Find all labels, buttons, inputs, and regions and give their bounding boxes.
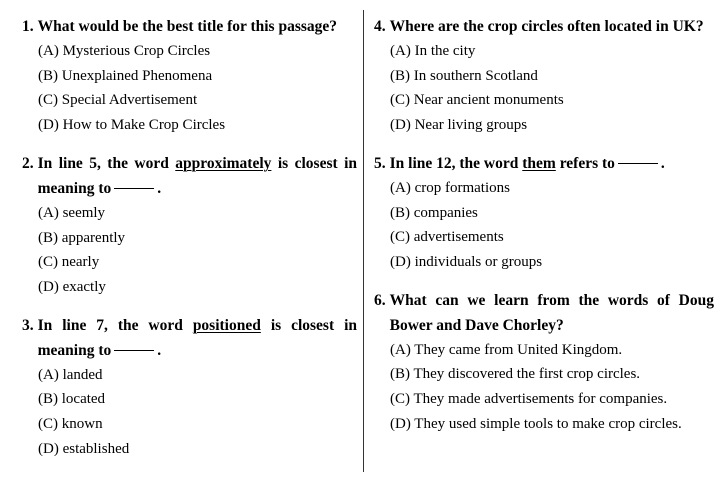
answer-option-b[interactable]: (B) companies [390,204,478,221]
question-number: 1. [22,18,34,35]
answer-option-d[interactable]: (D) Near living groups [390,117,528,134]
answer-option-a[interactable]: (A) crop formations [390,179,510,196]
question-stem [22,14,357,39]
stem-lead: In line 7, the word [37,316,193,334]
answer-option-d[interactable]: (D) established [38,440,130,457]
stem-tail: is closest in meaning to [37,316,357,359]
stem-lead: In line 12, the word [389,154,523,172]
question-stem [22,151,357,201]
question-5 [374,151,714,275]
question-number: 4. [374,18,386,35]
answer-blank [114,188,154,189]
question-3 [22,313,357,462]
answer-option-a[interactable]: (A) They came from United Kingdom. [390,341,623,358]
answer-option-c[interactable]: (C) known [38,416,103,433]
left-column [22,14,357,461]
answer-option-d[interactable]: (D) exactly [38,278,106,295]
answer-option-b[interactable]: (B) located [38,391,106,408]
answer-options [22,39,357,138]
question-text: Where are the crop circles often located in UK? [389,18,704,35]
answer-option-c[interactable]: (C) Special Advertisement [38,92,198,109]
stem-tail: is closest in meaning to [37,154,357,197]
question-text [38,313,357,363]
question-text [38,151,357,201]
stem-period: . [157,341,162,359]
answer-option-d[interactable]: (D) They used simple tools to make crop circles. [390,415,682,432]
question-4 [374,14,714,138]
answer-option-a[interactable]: (A) landed [38,366,103,383]
question-text: What can we learn from the words of Doug Bower and Dave Chorley? [389,291,714,334]
answer-option-c[interactable]: (C) Near ancient monuments [390,92,564,109]
question-text: What would be the best title for this passage? [37,18,338,35]
answer-option-d[interactable]: (D) individuals or groups [390,253,543,270]
stem-period: . [660,154,665,172]
answer-options [374,176,714,275]
answer-option-c[interactable]: (C) They made advertisements for companies. [390,391,668,408]
question-number: 2. [22,154,34,172]
keyword-approximately: approximately [175,154,272,172]
answer-option-b[interactable]: (B) In southern Scotland [390,67,538,84]
answer-options [374,338,714,437]
column-divider [363,10,364,472]
question-6 [374,288,714,437]
answer-option-c[interactable]: (C) advertisements [390,229,504,246]
right-column [374,14,714,436]
keyword-them: them [522,154,556,172]
answer-option-b[interactable]: (B) Unexplained Phenomena [38,67,213,84]
question-text [390,151,714,176]
answer-option-a[interactable]: (A) In the city [390,43,476,59]
stem-lead: In line 5, the word [37,154,176,172]
question-stem [374,14,714,39]
question-stem [374,288,714,338]
question-number: 5. [374,154,386,172]
answer-option-a[interactable]: (A) Mysterious Crop Circles [38,43,211,59]
answer-option-b[interactable]: (B) apparently [38,229,126,246]
answer-blank [114,350,154,351]
answer-options [22,201,357,300]
question-number: 6. [374,291,386,309]
question-2 [22,151,357,300]
answer-options [22,363,357,462]
answer-option-b[interactable]: (B) They discovered the first crop circles. [390,366,641,383]
question-stem [22,313,357,363]
answer-option-d[interactable]: (D) How to Make Crop Circles [38,117,226,134]
stem-tail: refers to [555,154,615,172]
question-1 [22,14,357,138]
question-stem [374,151,714,176]
stem-period: . [157,179,162,197]
answer-blank [618,163,658,164]
question-number: 3. [22,316,34,334]
answer-option-c[interactable]: (C) nearly [38,254,100,271]
answer-option-a[interactable]: (A) seemly [38,204,106,221]
keyword-positioned: positioned [192,316,261,334]
answer-options [374,39,714,138]
